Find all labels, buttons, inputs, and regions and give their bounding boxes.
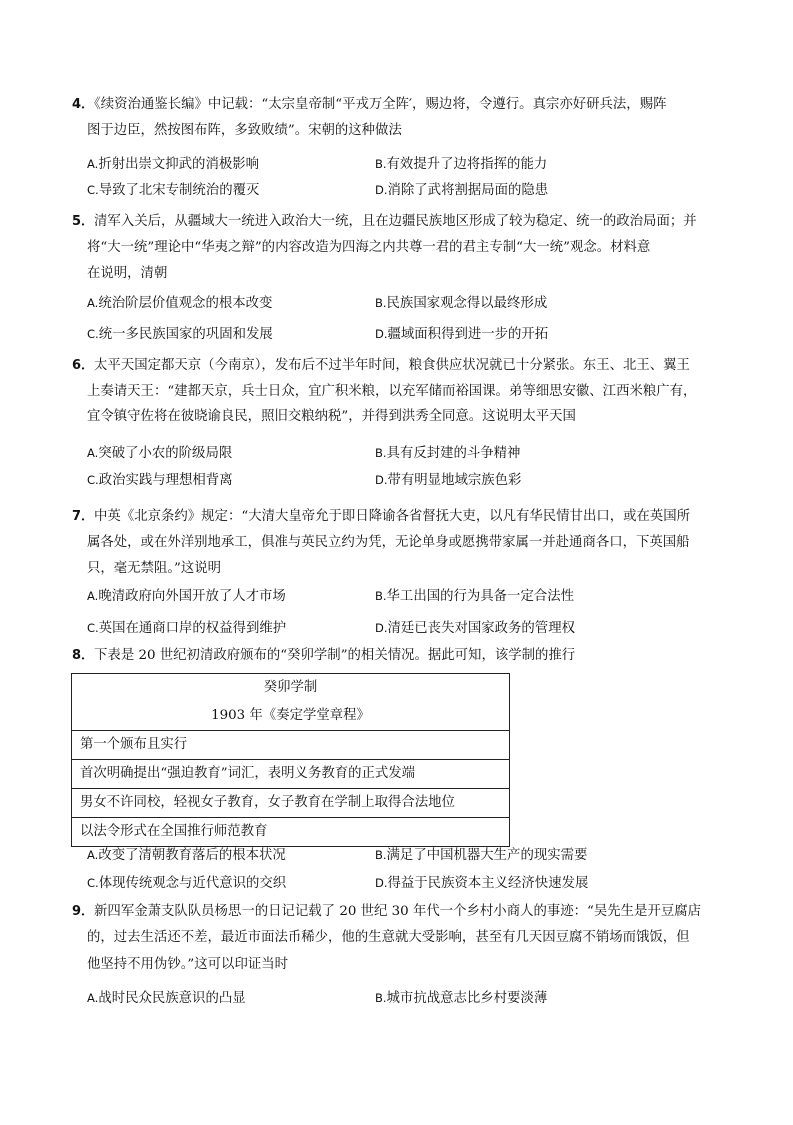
question-number: 8．	[72, 648, 95, 663]
question-6-option-a[interactable]: A.突破了小农的阶级局限	[87, 446, 233, 461]
question-9-line-2: 的，过去生活还不差，最近市面法币稀少，他的生意就大受影响，甚至有几天因豆腐不销场而饿饭，但	[87, 930, 690, 945]
question-6-option-b[interactable]: B.具有反封建的斗争精神	[375, 446, 521, 461]
table-row: 男女不许同校，轻视女子教育，女子教育在学制上取得合法地位	[72, 789, 510, 818]
question-4-option-a[interactable]: A.折射出崇文抑武的消极影响	[87, 157, 260, 172]
question-number: 4．	[72, 97, 95, 112]
question-5-option-d[interactable]: D.疆域面积得到进一步的开拓	[375, 327, 549, 342]
question-7-option-b[interactable]: B.华工出国的行为具备一定合法性	[375, 589, 575, 604]
question-8-option-a[interactable]: A.改变了清朝教育落后的根本状况	[87, 848, 286, 863]
question-7-option-a[interactable]: A.晚清政府向外国开放了人才市场	[87, 589, 286, 604]
question-4-line-1: 4．《续资治通鉴长编》中记载：“太宗皇帝制“平戎万全阵′，赐边将，令遵行。真宗亦好研兵法，赐阵	[72, 97, 667, 112]
question-number: 5．	[72, 214, 95, 229]
question-number: 9．	[72, 904, 95, 919]
question-5-line-2: 将“大一统”理论中“华夷之辩”的内容改造为四海之内共尊一君的君主专制“大一统”观念。材料意	[87, 240, 651, 255]
question-8-option-b[interactable]: B.满足了中国机器大生产的现实需要	[375, 848, 588, 863]
table-subtitle: 1903 年《奏定学堂章程》	[72, 702, 510, 731]
question-6-line-2: 上奏请天王：“建都天京，兵士日众，宜广积米粮，以充军储而裕国课。弟等细思安徽、江西米粮广有，	[87, 384, 697, 399]
question-7-line-3: 只，毫无禁阻。”这说明	[87, 561, 222, 576]
question-5-option-b[interactable]: B.民族国家观念得以最终形成	[375, 296, 548, 311]
question-7-line-1: 7．中英《北京条约》规定：“大清大皇帝允于即日降谕各省督抚大吏，以凡有华民情甘出口，或在英国所	[72, 509, 691, 524]
question-6-option-c[interactable]: C.政治实践与理想相背离	[87, 473, 233, 488]
question-8-option-d[interactable]: D.得益于民族资本主义经济快速发展	[375, 876, 589, 891]
table-row: 第一个颁布且实行	[72, 731, 510, 760]
question-8-line-1: 8．下表是 20 世纪初清政府颁布的“癸卯学制”的相关情况。据此可知，该学制的推行	[72, 648, 576, 663]
question-5-option-c[interactable]: C.统一多民族国家的巩固和发展	[87, 327, 273, 342]
question-6-line-3: 宜令镇守佐将在彼晓谕良民，照旧交粮纳税”，并得到洪秀全同意。这说明太平天国	[87, 409, 576, 424]
question-5-line-3: 在说明，清朝	[87, 266, 168, 281]
table-title: 癸卯学制	[72, 674, 510, 703]
question-9-option-b[interactable]: B.城市抗战意志比乡村要淡薄	[375, 991, 548, 1006]
question-9-option-a[interactable]: A.战时民众民族意识的凸显	[87, 991, 246, 1006]
question-8-option-c[interactable]: C.体现传统观念与近代意识的交织	[87, 876, 287, 891]
question-4-option-d[interactable]: D.消除了武将割据局面的隐患	[375, 183, 549, 198]
question-5-option-a[interactable]: A.统治阶层价值观念的根本改变	[87, 296, 273, 311]
question-4-line-2: 图于边臣，然按图布阵，多致败绩”。宋朝的这种做法	[87, 123, 402, 138]
question-number: 6．	[72, 358, 95, 373]
schooling-system-table	[71, 673, 510, 847]
question-7-option-c[interactable]: C.英国在通商口岸的权益得到维护	[87, 621, 287, 636]
question-9-line-1: 9．新四军金萧支队队员杨思一的日记记载了 20 世纪 30 年代一个乡村小商人的事迹：“吴先生是开豆腐店	[72, 904, 702, 919]
question-5-line-1: 5．清军入关后，从疆域大一统进入政治大一统，且在边疆民族地区形成了较为稳定、统一的政治局面；并	[72, 214, 697, 229]
table-row: 首次明确提出“强迫教育”词汇，表明义务教育的正式发端	[72, 760, 510, 789]
question-number: 7．	[72, 509, 95, 524]
question-7-option-d[interactable]: D.清廷已丧失对国家政务的管理权	[375, 621, 575, 636]
question-7-line-2: 属各处，或在外洋别地承工，俱准与英民立约为凭，无论单身或愿携带家属一并赴通商各口，下英国船	[87, 535, 690, 550]
question-4-option-b[interactable]: B.有效提升了边将指挥的能力	[375, 157, 548, 172]
question-9-line-3: 他坚持不用伪钞。”这可以印证当时	[87, 957, 289, 972]
question-6-line-1: 6．太平天国定都天京（今南京），发布后不过半年时间，粮食供应状况就已十分紧张。东王、北王、翼王	[72, 358, 690, 373]
table-row: 以法令形式在全国推行师范教育	[72, 818, 510, 847]
question-6-option-d[interactable]: D.带有明显地域宗族色彩	[375, 473, 522, 488]
question-4-option-c[interactable]: C.导致了北宋专制统治的覆灭	[87, 183, 260, 198]
